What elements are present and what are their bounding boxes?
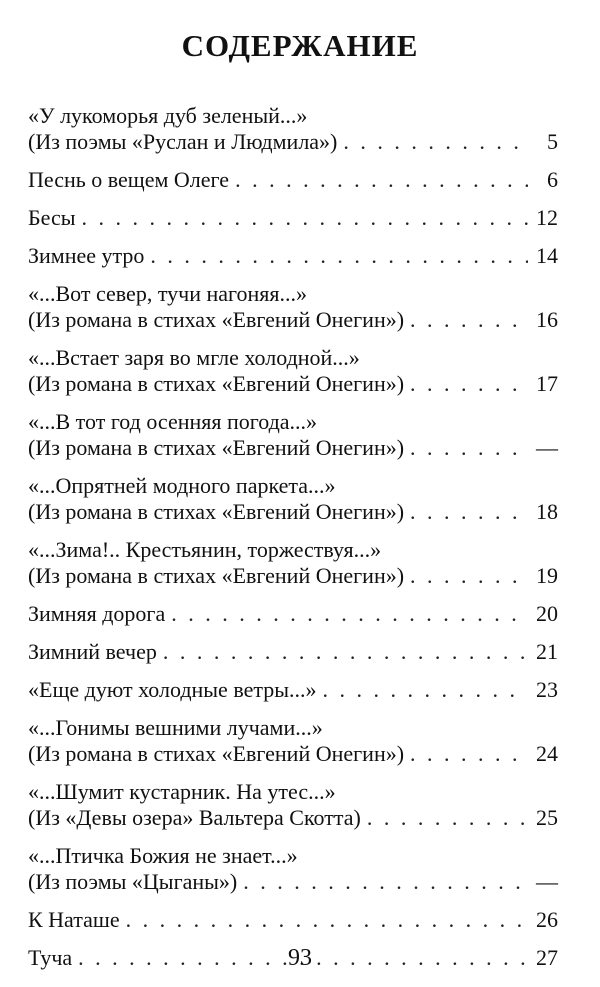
toc-entry-source: (Из «Девы озера» Вальтера Скотта) [28,805,361,830]
dot-leader [410,499,528,525]
toc-entry-title-line [28,715,558,741]
page-title: СОДЕРЖАНИЕ [181,28,419,63]
toc-entry-title-line [28,345,558,371]
toc-entry-title: Туча [28,945,73,970]
dot-leader [171,601,528,627]
toc-entry-title-line [28,409,558,435]
toc-entry [28,779,558,831]
toc-entry-title-line [28,779,558,805]
toc-entry-title: «...Опрятней модного паркета...» [28,473,336,498]
toc-entry [28,205,558,231]
toc-entry-title: «...Шумит кустарник. На утес...» [28,779,336,804]
toc-entry-source: (Из поэмы «Цыганы») [28,869,238,894]
dot-leader [367,805,528,831]
toc-entry-line [28,307,558,333]
toc-entry-page-number: 21 [536,639,558,664]
toc-entry-page-number: 24 [536,741,558,766]
toc-entry-title: «...Вот север, тучи нагоняя...» [28,281,308,306]
toc-entry [28,281,558,333]
dot-leader [150,243,528,269]
dot-leader [343,129,528,155]
dot-leader [410,741,528,767]
toc-entry-page-number: 25 [536,805,558,830]
toc-entry-title-line [28,843,558,869]
toc-entry-page-number: — [536,869,558,894]
toc-entry [28,473,558,525]
page-number: 93 [288,945,312,971]
toc-entry-source: (Из романа в стихах «Евгений Онегин») [28,741,405,766]
dot-leader [82,205,529,231]
toc-entry-title: «...Гонимы вешними лучами...» [28,715,323,740]
dot-leader [235,167,528,193]
dot-leader [323,677,528,703]
toc-entry-title-line [28,537,558,563]
table-of-contents [28,103,558,983]
toc-entry [28,677,558,703]
dot-leader [410,307,528,333]
toc-entry-line [28,805,558,831]
toc-entry-source: (Из романа в стихах «Евгений Онегин») [28,563,405,588]
dot-leader [410,435,528,461]
toc-entry-title-line [28,103,558,129]
dot-leader [163,639,528,665]
toc-entry [28,907,558,933]
toc-entry-source: (Из романа в стихах «Евгений Онегин») [28,371,405,396]
toc-entry [28,243,558,269]
toc-entry-line [28,205,558,231]
toc-entry-line [28,167,558,193]
toc-entry-line [28,907,558,933]
toc-entry-line [28,371,558,397]
toc-entry-title: Зимний вечер [28,639,157,664]
toc-entry-line [28,563,558,589]
toc-entry-title: К Наташе [28,907,120,932]
toc-entry-line [28,129,558,155]
toc-entry-page-number: 20 [536,601,558,626]
toc-entry-title: Зимнее утро [28,243,145,268]
dot-leader [410,563,528,589]
toc-entry-source: (Из поэмы «Руслан и Людмила») [28,129,338,154]
toc-entry [28,537,558,589]
toc-entry-page-number: 27 [536,945,558,970]
toc-entry-title: «...Встает заря во мгле холодной...» [28,345,360,370]
toc-entry-line [28,639,558,665]
dot-leader [243,869,528,895]
toc-entry [28,601,558,627]
toc-entry [28,843,558,895]
toc-entry-page-number: — [536,435,558,460]
toc-entry-page-number: 17 [536,371,558,396]
toc-entry-title: Песнь о вещем Олеге [28,167,230,192]
toc-entry [28,409,558,461]
toc-entry [28,167,558,193]
toc-entry-page-number: 16 [536,307,558,332]
dot-leader [410,371,528,397]
toc-entry-title: «...Птичка Божия не знает...» [28,843,298,868]
toc-entry-page-number: 26 [536,907,558,932]
toc-entry-page-number: 12 [536,205,558,230]
toc-entry-page-number: 14 [536,243,558,268]
toc-entry-line [28,499,558,525]
toc-entry [28,639,558,665]
toc-entry-line [28,741,558,767]
toc-entry-source: (Из романа в стихах «Евгений Онегин») [28,435,405,460]
toc-entry-title: «У лукоморья дуб зеленый...» [28,103,308,128]
toc-entry-page-number: 6 [547,167,558,192]
toc-entry-title: «Еще дуют холодные ветры...» [28,677,317,702]
toc-entry-line [28,601,558,627]
toc-entry-source: (Из романа в стихах «Евгений Онегин») [28,499,405,524]
toc-entry-title: «...В тот год осенняя погода...» [28,409,318,434]
toc-entry-page-number: 5 [547,129,558,154]
toc-entry-line [28,435,558,461]
toc-entry-title: «...Зима!.. Крестьянин, торжествуя...» [28,537,382,562]
toc-entry-title-line [28,473,558,499]
toc-entry-line [28,243,558,269]
toc-entry-line [28,869,558,895]
toc-entry-title: Бесы [28,205,76,230]
toc-entry [28,103,558,155]
dot-leader [126,907,528,933]
toc-entry-line [28,677,558,703]
toc-entry-page-number: 23 [536,677,558,702]
toc-entry-page-number: 19 [536,563,558,588]
toc-entry-title-line [28,281,558,307]
toc-entry-source: (Из романа в стихах «Евгений Онегин») [28,307,405,332]
toc-entry-page-number: 18 [536,499,558,524]
toc-entry [28,345,558,397]
toc-entry-title: Зимняя дорога [28,601,166,626]
toc-entry [28,715,558,767]
